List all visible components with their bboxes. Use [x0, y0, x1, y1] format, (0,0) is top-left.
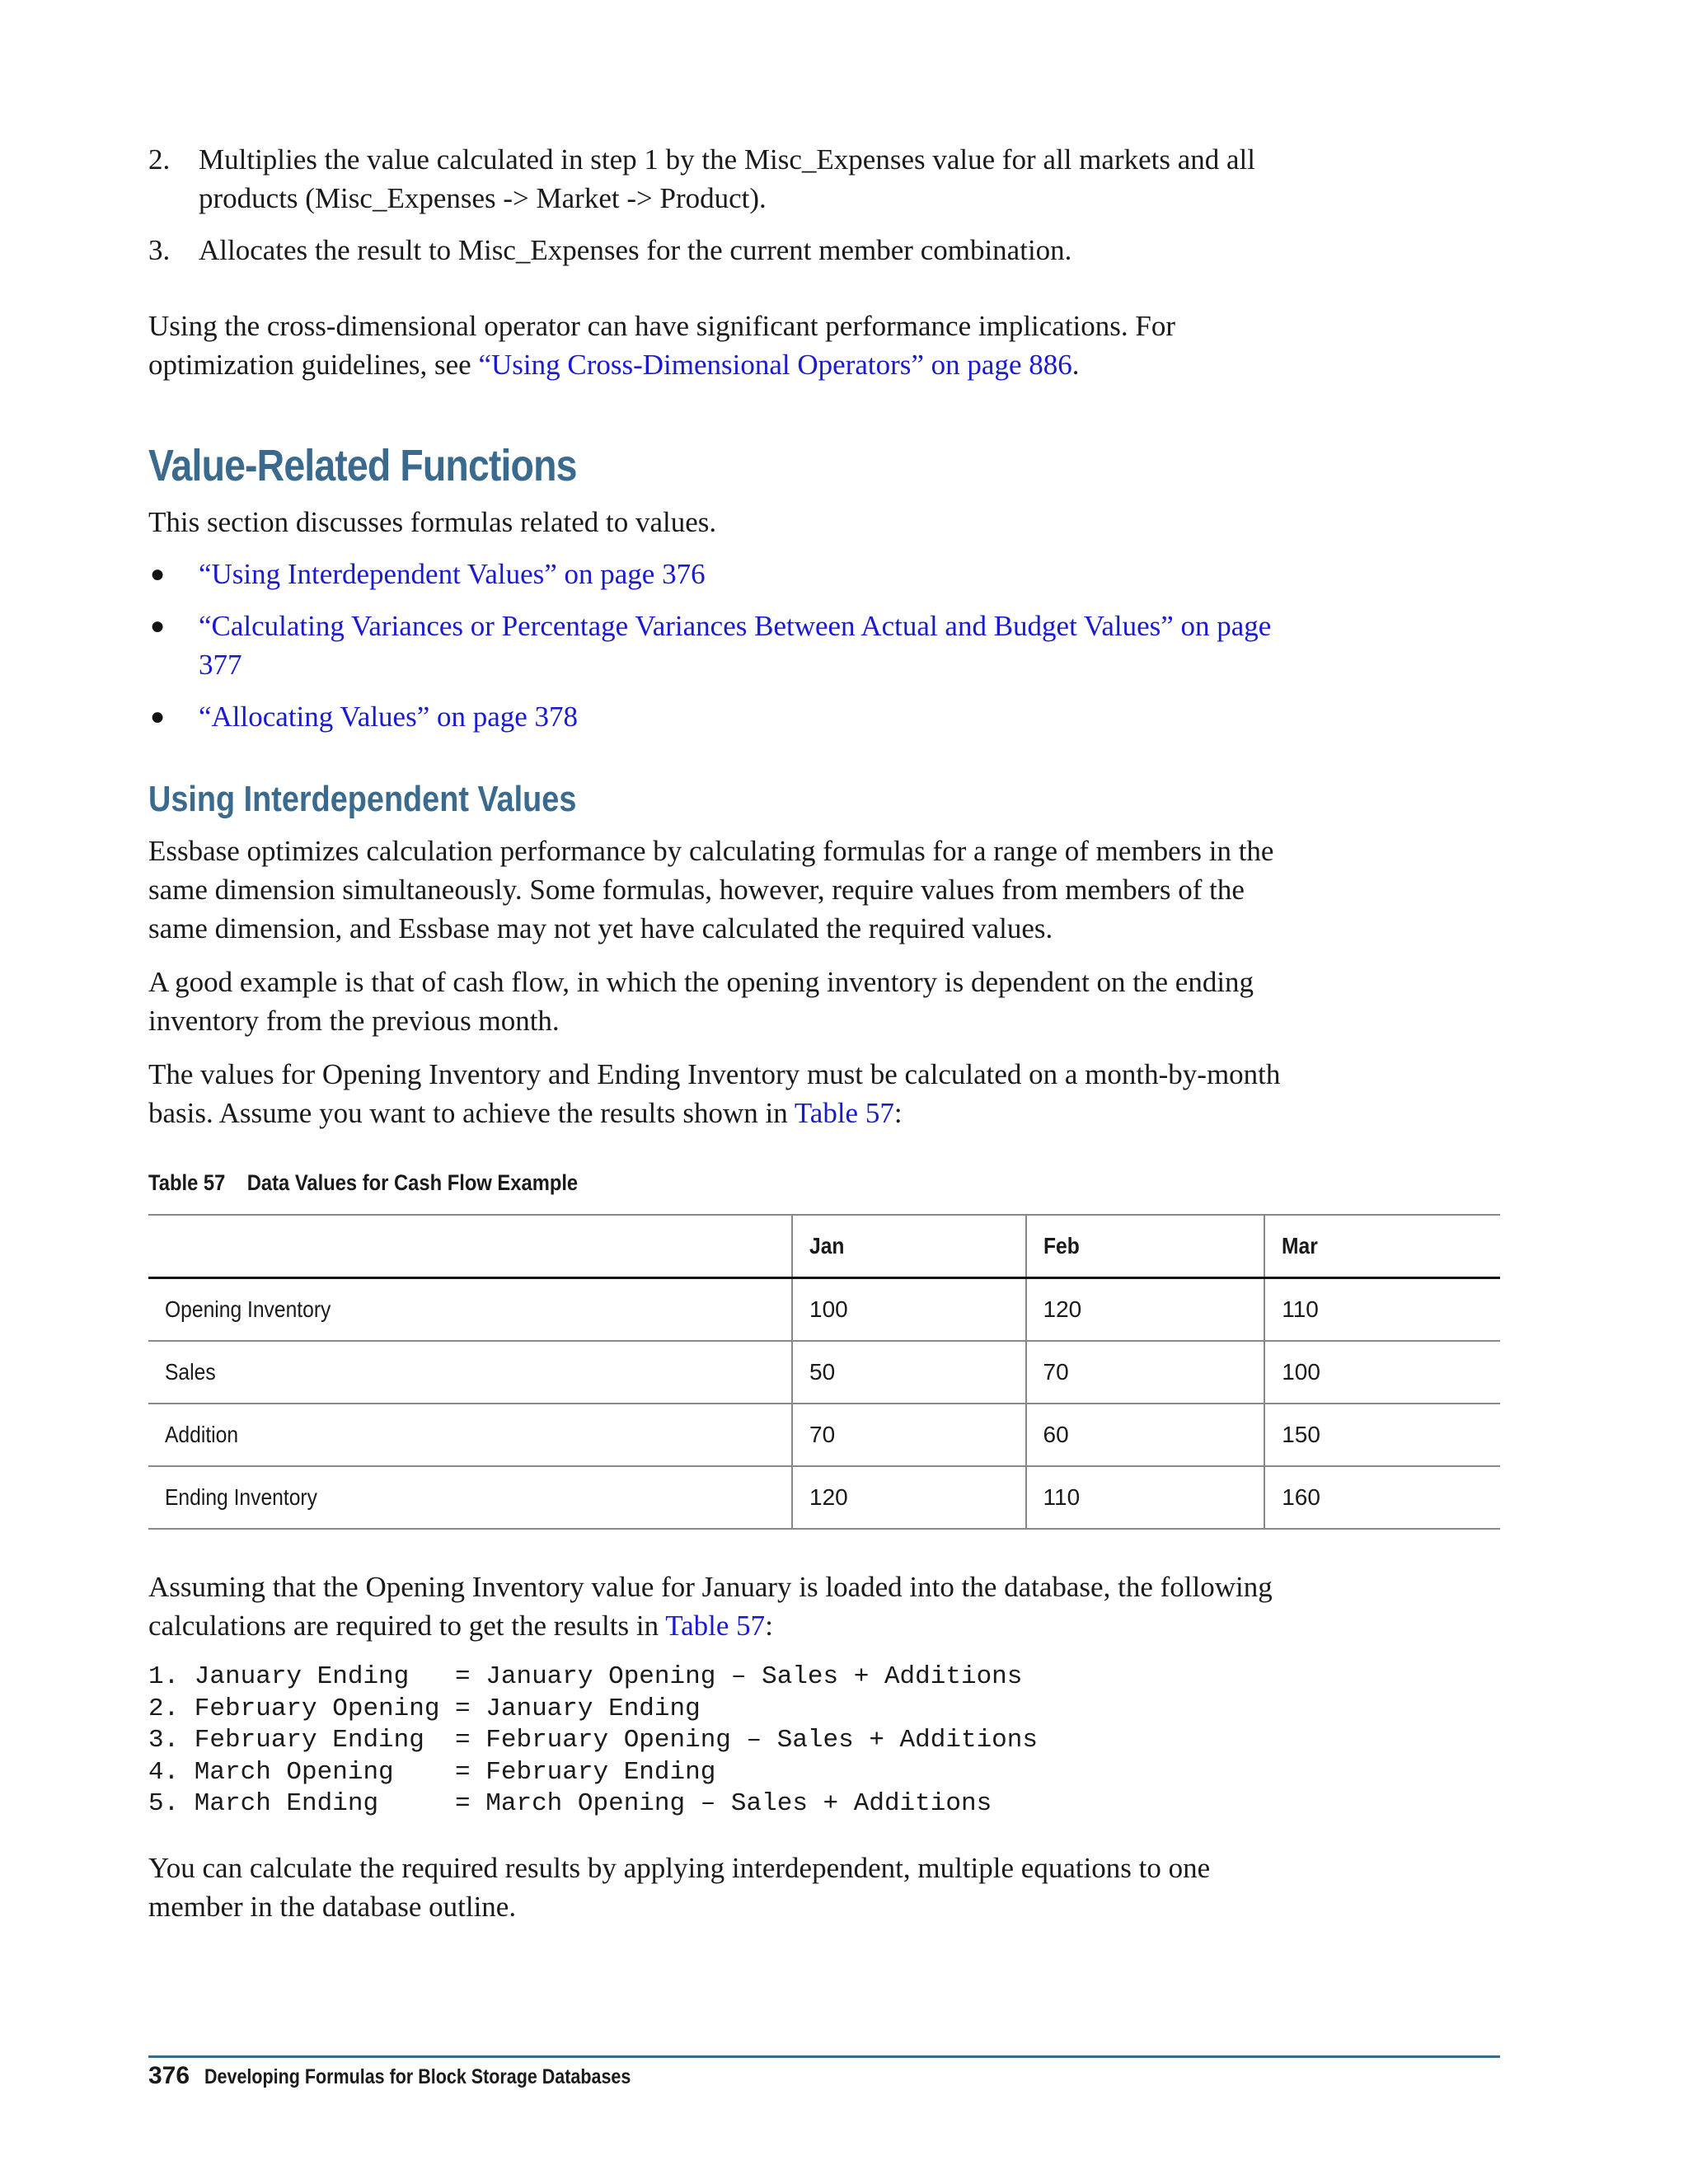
paragraph-end: :	[893, 1097, 903, 1129]
row-label: Ending Inventory	[148, 1466, 792, 1529]
list-item	[148, 231, 1302, 269]
column-header-feb: Feb	[1026, 1215, 1265, 1278]
bullet-icon: ●	[150, 612, 166, 640]
row-label: Addition	[148, 1404, 792, 1466]
column-header-empty	[148, 1215, 792, 1278]
list-item	[148, 607, 1302, 684]
paragraph	[148, 1568, 1302, 1645]
cell-jan: 100	[792, 1278, 1026, 1342]
section-intro: This section discusses formulas related to values.	[148, 506, 717, 538]
step-text: Multiplies the value calculated in step 1 by the Misc_Expenses value for all markets and all products (Misc_Expenses -> Market -> Product).	[199, 143, 1255, 214]
bullet-icon: ●	[150, 560, 166, 588]
row-label: Sales	[148, 1341, 792, 1404]
step-number: 3.	[148, 234, 171, 266]
bullet-icon: ●	[150, 703, 166, 730]
paragraph: Essbase optimizes calculation performance by calculating formulas for a range of members in the same dimension simultaneously. Some formulas, however, require values from members of the same dimension, and Essbase may not yet have calculated the required values.	[148, 835, 1274, 944]
paragraph-text: The values for Opening Inventory and Ending Inventory must be calculated on a month-by-month basis. Assume you want to achieve the results shown in	[148, 1058, 1281, 1129]
page-number: 376	[148, 2062, 190, 2089]
table-row	[148, 1404, 1500, 1466]
cross-dim-link[interactable]: “Using Cross-Dimensional Operators” on page 886	[478, 349, 1072, 381]
list-item	[148, 555, 1302, 593]
perf-text: Using the cross-dimensional operator can have significant performance implications. For optimization guidelines, see	[148, 310, 1176, 381]
table-caption-title: Data Values for Cash Flow Example	[246, 1170, 579, 1195]
list-item	[148, 697, 1302, 736]
table-57-link[interactable]: Table 57	[665, 1610, 766, 1642]
cell-mar: 110	[1264, 1278, 1500, 1342]
footer-title: Developing Formulas for Block Storage Databases	[204, 2065, 631, 2088]
table-row	[148, 1466, 1500, 1529]
table-header-row	[148, 1215, 1500, 1278]
table-caption	[148, 1170, 1338, 1196]
allocating-link[interactable]: “Allocating Values” on page 378	[199, 701, 579, 733]
cell-feb: 70	[1026, 1341, 1265, 1404]
page-footer	[148, 2062, 701, 2090]
interdependent-link[interactable]: “Using Interdependent Values” on page 376	[199, 558, 706, 590]
code-block: 1. January Ending = January Opening – Sales + Additions 2. February Opening = January Ending 3. February Ending = February Opening – Sales + Additions 4. March Opening = February Ending 5. March Ending = March Opening – Sales + Additions	[148, 1662, 1038, 1818]
list-item	[148, 140, 1302, 218]
section-heading: Value-Related Functions	[148, 441, 577, 490]
table-caption-label: Table 57	[148, 1170, 226, 1195]
row-label: Opening Inventory	[148, 1278, 792, 1342]
section-links	[148, 555, 1302, 736]
cell-jan: 50	[792, 1341, 1026, 1404]
column-header-jan: Jan	[792, 1215, 1026, 1278]
closing-paragraph: You can calculate the required results by applying interdependent, multiple equations to one member in the database outline.	[148, 1851, 1211, 1923]
table-57-link[interactable]: Table 57	[794, 1097, 894, 1129]
cell-feb: 110	[1026, 1466, 1265, 1529]
paragraph: A good example is that of cash flow, in which the opening inventory is dependent on the ending inventory from the previous month.	[148, 966, 1254, 1037]
paragraph	[148, 1055, 1302, 1132]
paragraph-end: :	[765, 1610, 773, 1642]
paragraph-text: Assuming that the Opening Inventory value for January is loaded into the database, the following calculations are required to get the results in	[148, 1571, 1273, 1642]
variances-link[interactable]: “Calculating Variances or Percentage Variances Between Actual and Budget Values” on page 377	[199, 610, 1272, 681]
steps-list	[148, 140, 1302, 269]
step-number: 2.	[148, 143, 171, 176]
cell-mar: 150	[1264, 1404, 1500, 1466]
perf-paragraph	[148, 307, 1302, 384]
perf-end: .	[1071, 349, 1080, 381]
cell-jan: 70	[792, 1404, 1026, 1466]
footer-rule	[148, 2055, 1500, 2058]
table-row	[148, 1278, 1500, 1342]
cell-mar: 100	[1264, 1341, 1500, 1404]
cell-feb: 120	[1026, 1278, 1265, 1342]
column-header-mar: Mar	[1264, 1215, 1500, 1278]
cash-flow-table	[148, 1214, 1500, 1530]
cell-feb: 60	[1026, 1404, 1265, 1466]
page-content	[148, 140, 1500, 1926]
step-text: Allocates the result to Misc_Expenses for the current member combination.	[199, 234, 1072, 266]
table-row	[148, 1341, 1500, 1404]
cell-mar: 160	[1264, 1466, 1500, 1529]
subsection-heading: Using Interdependent Values	[148, 779, 577, 819]
cell-jan: 120	[792, 1466, 1026, 1529]
